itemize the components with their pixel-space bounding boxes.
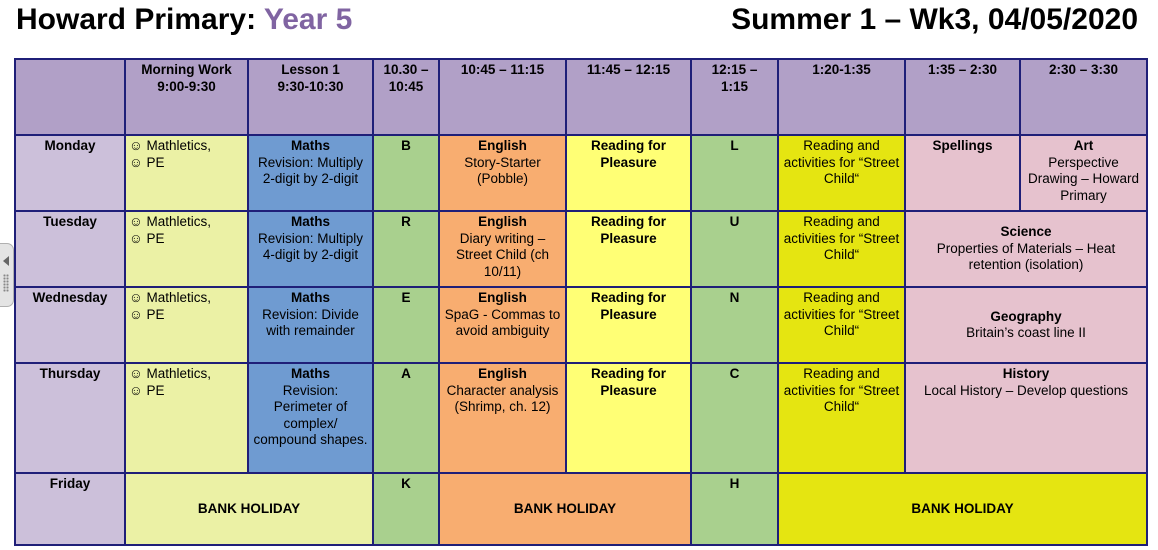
afternoon-title: History — [1002, 366, 1050, 381]
column-header: 10.30 – 10:45 — [373, 59, 439, 135]
maths-cell — [248, 211, 373, 287]
lunch-letter: L — [691, 135, 778, 211]
english-detail: Character analysis (Shrimp, ch. 12) — [446, 382, 559, 414]
bank-holiday-cell: BANK HOLIDAY — [439, 473, 691, 545]
lunch-letter: H — [691, 473, 778, 545]
lunch-letter: N — [691, 287, 778, 363]
school-name: Howard Primary: — [16, 3, 257, 36]
morning-work-cell: ☺ Mathletics, ☺ PE — [125, 363, 248, 473]
table-row-wednesday — [15, 287, 1147, 363]
afternoon-detail: Properties of Materials – Heat retention (isolation) — [936, 240, 1116, 273]
english-detail: SpaG - Commas to avoid ambiguity — [444, 306, 561, 338]
maths-detail: Revision: Multiply 2-digit by 2-digit — [257, 154, 364, 186]
column-header: 11:45 – 12:15 — [566, 59, 691, 135]
table-row-thursday — [15, 363, 1147, 473]
day-label: Thursday — [15, 363, 125, 473]
bank-holiday-cell: BANK HOLIDAY — [125, 473, 373, 545]
history-cell — [905, 363, 1147, 473]
corner-cell — [15, 59, 125, 135]
spellings-title: Spellings — [932, 138, 993, 153]
english-cell — [439, 287, 566, 363]
grip-icon — [3, 274, 9, 292]
reading-cell: Reading for Pleasure — [566, 363, 691, 473]
break-letter: B — [373, 135, 439, 211]
morning-work-cell: ☺ Mathletics, ☺ PE — [125, 211, 248, 287]
header-row — [15, 59, 1147, 135]
table-row-tuesday — [15, 211, 1147, 287]
maths-cell — [248, 287, 373, 363]
afternoon-detail: Britain’s coast line II — [966, 325, 1086, 340]
art-detail: Perspective Drawing – Howard Primary — [1027, 154, 1140, 203]
street-child-cell: Reading and activities for “Street Child“ — [778, 363, 905, 473]
maths-title: Maths — [290, 290, 330, 305]
afternoon-detail: Local History – Develop questions — [923, 382, 1129, 398]
morning-work-cell: ☺ Mathletics, ☺ PE — [125, 135, 248, 211]
maths-detail: Revision: Perimeter of complex/ compound shapes. — [253, 382, 368, 447]
page-header — [0, 0, 1158, 50]
page-title — [16, 3, 352, 37]
column-header: 2:30 – 3:30 — [1020, 59, 1147, 135]
maths-title: Maths — [290, 366, 330, 381]
column-header: 1:20-1:35 — [778, 59, 905, 135]
break-letter: R — [373, 211, 439, 287]
day-label: Wednesday — [15, 287, 125, 363]
table-row-friday — [15, 473, 1147, 545]
term-week-date: Summer 1 – Wk3, 04/05/2020 — [731, 3, 1138, 36]
reading-cell: Reading for Pleasure — [566, 287, 691, 363]
bank-holiday-cell: BANK HOLIDAY — [778, 473, 1147, 545]
spellings-cell — [905, 135, 1020, 211]
street-child-cell: Reading and activities for “Street Child“ — [778, 211, 905, 287]
maths-cell — [248, 363, 373, 473]
table-row-monday — [15, 135, 1147, 211]
lunch-letter: C — [691, 363, 778, 473]
english-detail: Story-Starter (Pobble) — [464, 154, 541, 186]
column-header: 1:35 – 2:30 — [905, 59, 1020, 135]
street-child-cell: Reading and activities for “Street Child“ — [778, 287, 905, 363]
day-label: Monday — [15, 135, 125, 211]
column-header: Morning Work 9:00-9:30 — [125, 59, 248, 135]
english-detail: Diary writing – Street Child (ch 10/11) — [455, 230, 550, 279]
reading-cell: Reading for Pleasure — [566, 211, 691, 287]
maths-title: Maths — [290, 138, 330, 153]
science-cell — [905, 211, 1147, 287]
maths-detail: Revision: Multiply 4-digit by 2-digit — [257, 230, 364, 262]
lunch-letter: U — [691, 211, 778, 287]
column-header: 12:15 – 1:15 — [691, 59, 778, 135]
day-label: Friday — [15, 473, 125, 545]
day-label: Tuesday — [15, 211, 125, 287]
afternoon-title: Geography — [990, 308, 1062, 324]
morning-work-cell: ☺ Mathletics, ☺ PE — [125, 287, 248, 363]
english-title: English — [478, 138, 527, 153]
side-panel-handle[interactable] — [0, 243, 14, 307]
afternoon-title: Science — [1000, 224, 1052, 240]
geography-cell — [905, 287, 1147, 363]
english-title: English — [478, 214, 527, 229]
english-cell — [439, 363, 566, 473]
art-title: Art — [1073, 138, 1094, 153]
english-title: English — [478, 290, 527, 305]
maths-title: Maths — [290, 214, 330, 229]
break-letter: K — [373, 473, 439, 545]
maths-cell — [248, 135, 373, 211]
chevron-left-icon — [3, 256, 9, 266]
street-child-cell: Reading and activities for “Street Child“ — [778, 135, 905, 211]
break-letter: E — [373, 287, 439, 363]
year-group: Year 5 — [263, 3, 353, 36]
maths-detail: Revision: Divide with remainder — [262, 306, 359, 338]
reading-cell: Reading for Pleasure — [566, 135, 691, 211]
break-letter: A — [373, 363, 439, 473]
english-cell — [439, 211, 566, 287]
timetable — [14, 58, 1148, 546]
column-header: Lesson 1 9:30-10:30 — [248, 59, 373, 135]
column-header: 10:45 – 11:15 — [439, 59, 566, 135]
art-cell — [1020, 135, 1147, 211]
english-cell — [439, 135, 566, 211]
english-title: English — [478, 366, 527, 381]
